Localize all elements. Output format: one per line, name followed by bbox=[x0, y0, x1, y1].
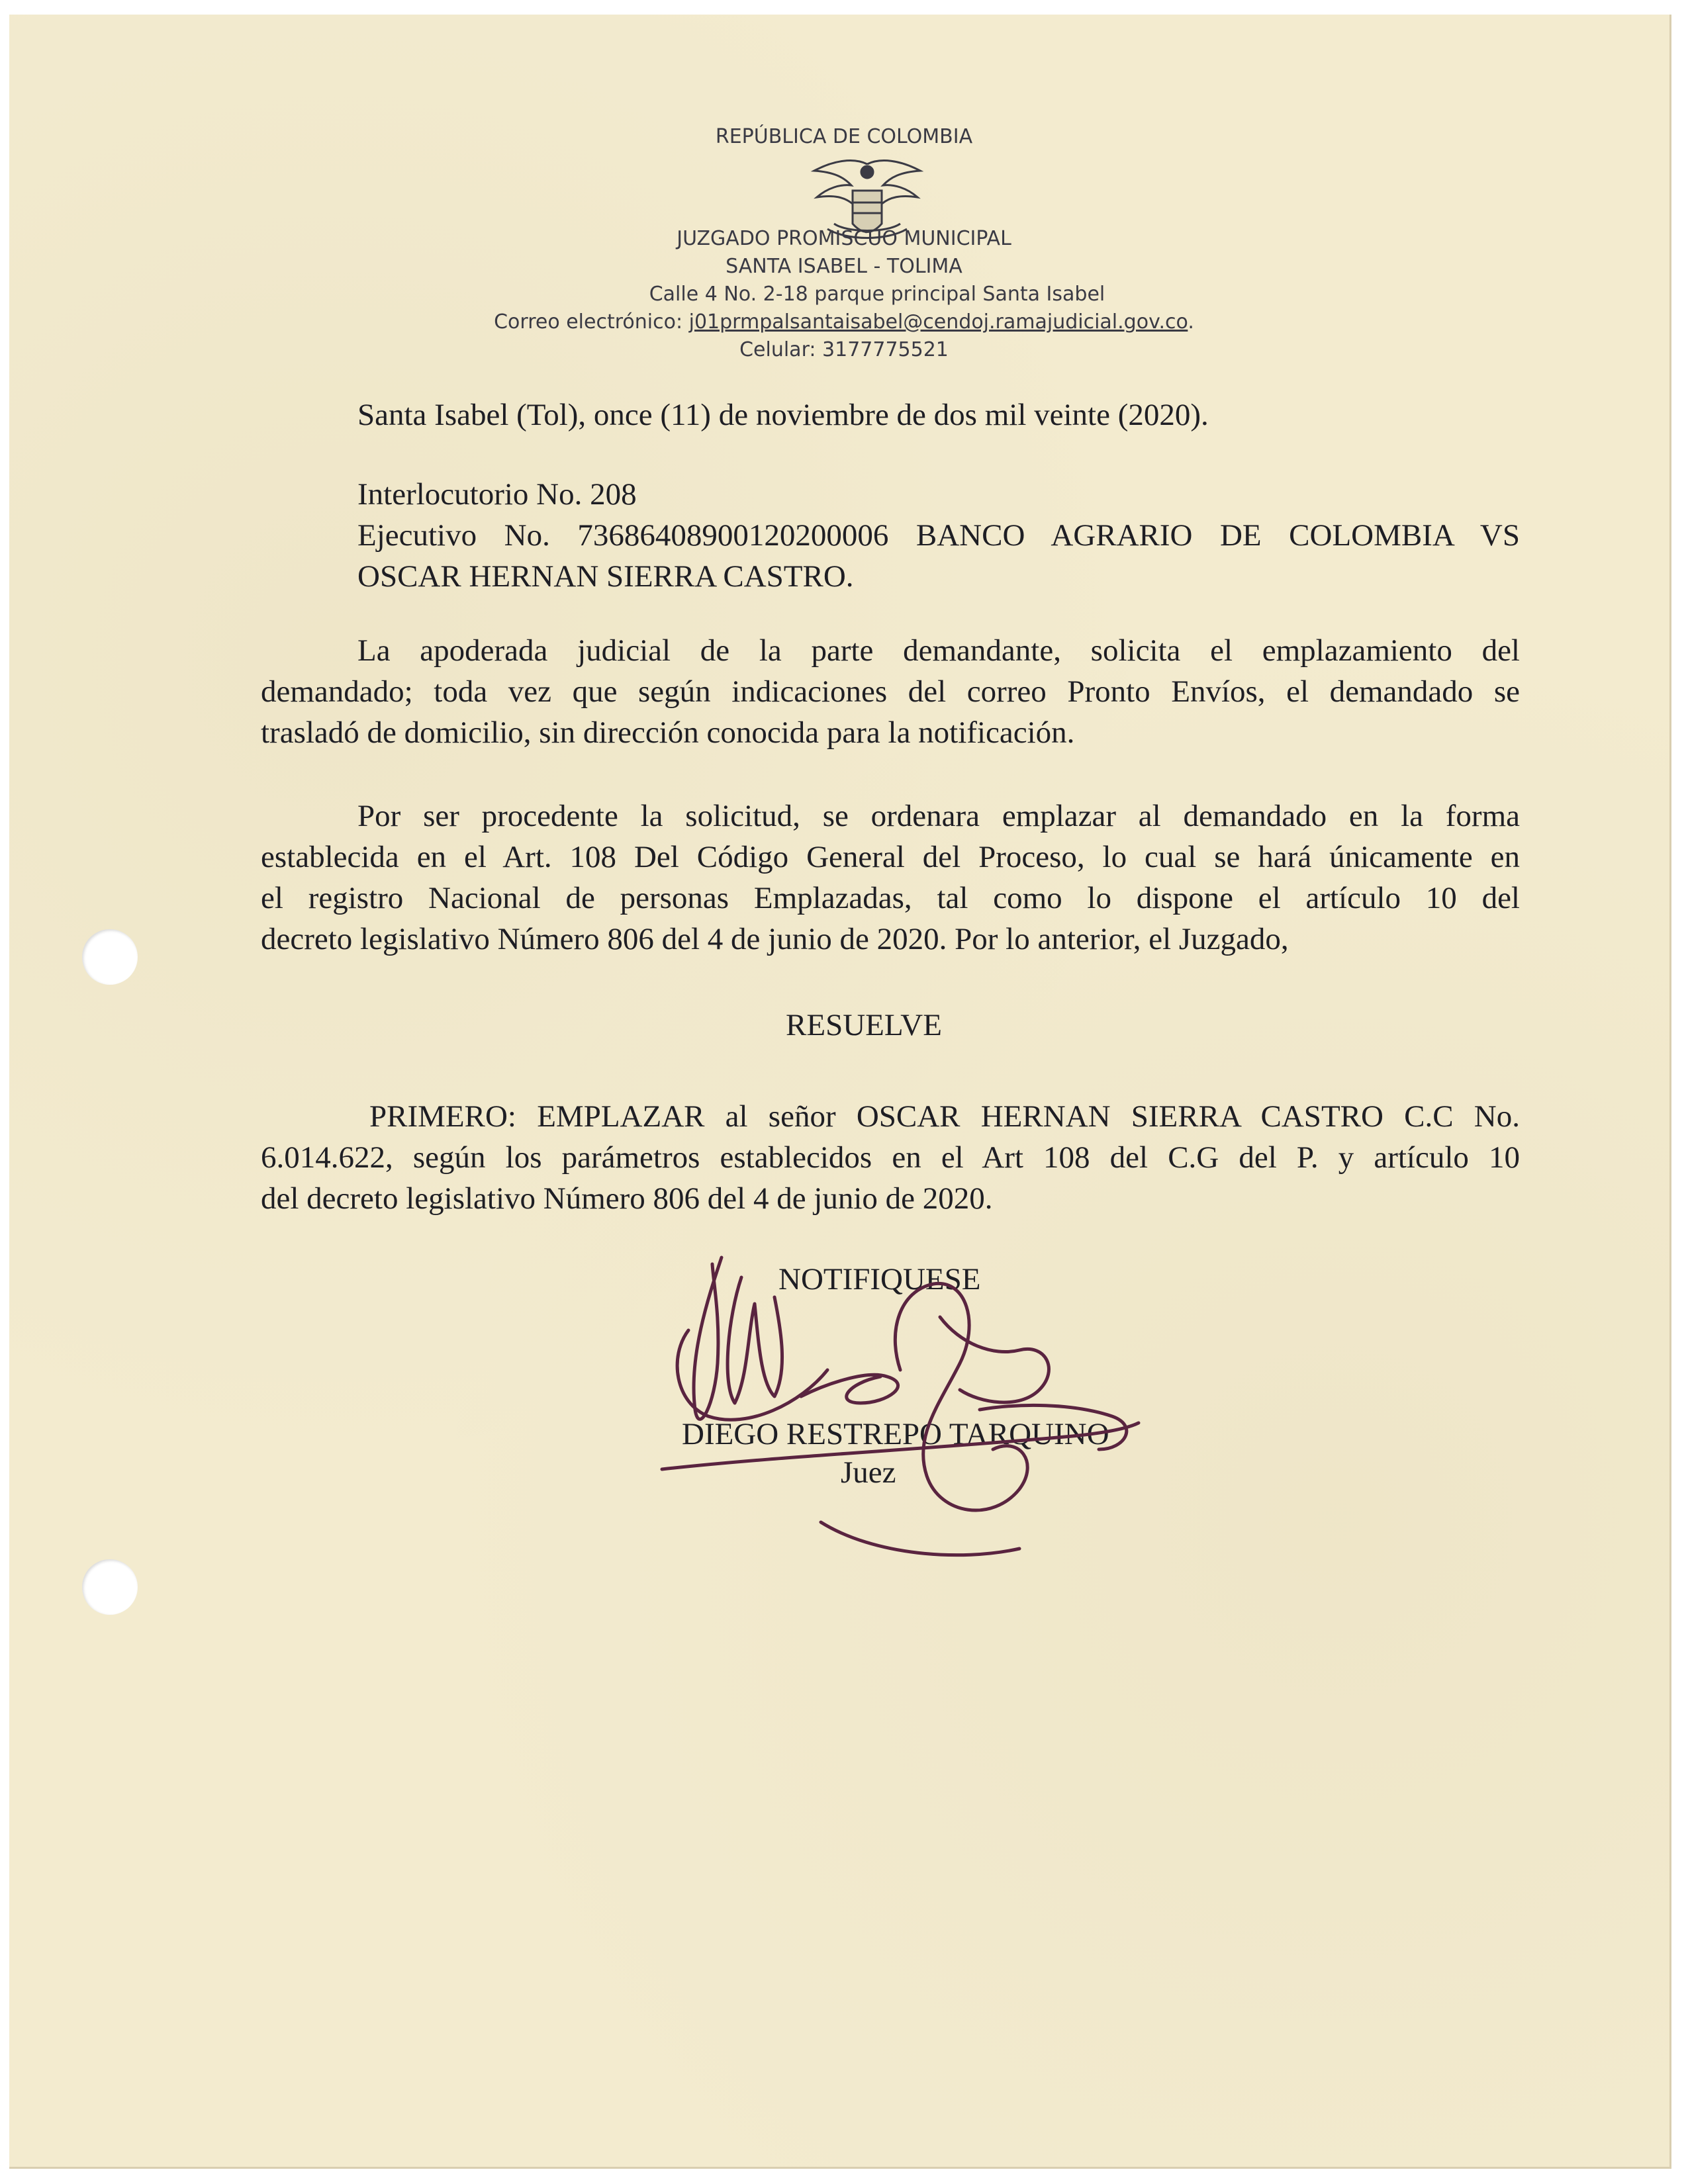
paragraph-line: establecida en el Art. 108 Del Código General del Proceso, lo cual se hará únicamente en bbox=[261, 840, 1520, 874]
paragraph-line: trasladó de domicilio, sin dirección conocida para la notificación. bbox=[261, 715, 1075, 750]
punch-hole-bottom bbox=[82, 1559, 138, 1615]
email-label: Correo electrónico: bbox=[494, 310, 689, 334]
paragraph-line: La apoderada judicial de la parte demandante, solicita el emplazamiento del bbox=[357, 633, 1520, 668]
header-address: Calle 4 No. 2-18 parque principal Santa Isabel bbox=[649, 283, 1105, 306]
date-line: Santa Isabel (Tol), once (11) de noviembre de dos mil veinte (2020). bbox=[357, 398, 1209, 432]
notifiquese-text: NOTIFIQUESE bbox=[778, 1262, 981, 1297]
signatory-title: Juez bbox=[841, 1455, 896, 1490]
punch-hole-top bbox=[82, 929, 138, 985]
paragraph-1 bbox=[261, 630, 1520, 753]
paragraph-line: decreto legislativo Número 806 del 4 de junio de 2020. Por lo anterior, el Juzgado, bbox=[261, 922, 1289, 956]
handwritten-signature bbox=[649, 1238, 1178, 1582]
paragraph-line: el registro Nacional de personas Emplazadas, tal como lo dispone el artículo 10 del bbox=[261, 881, 1520, 915]
signatory-name: DIEGO RESTREPO TARQUINO bbox=[682, 1417, 1109, 1451]
header-email-line bbox=[0, 308, 1688, 336]
ejecutivo-line: Ejecutivo No. 73686408900120200006 BANCO AGRARIO DE COLOMBIA VS bbox=[357, 518, 1520, 553]
paragraph-line: del decreto legislativo Número 806 del 4 de junio de 2020. bbox=[261, 1181, 993, 1216]
ejecutivo-line: OSCAR HERNAN SIERRA CASTRO. bbox=[357, 559, 854, 594]
paragraph-line: Por ser procedente la solicitud, se ordenara emplazar al demandado en la forma bbox=[357, 799, 1520, 833]
ejecutivo-block bbox=[357, 515, 1520, 597]
paragraph-line: PRIMERO: EMPLAZAR al señor OSCAR HERNAN SIERRA CASTRO C.C No. bbox=[369, 1099, 1520, 1134]
paragraph-line: 6.014.622, según los parámetros establecidos en el Art 108 del C.G del P. y artículo 10 bbox=[261, 1140, 1520, 1175]
paragraph-2 bbox=[261, 796, 1520, 960]
email-suffix: . bbox=[1188, 310, 1194, 334]
header-country: REPÚBLICA DE COLOMBIA bbox=[715, 125, 973, 148]
interlocutorio-line: Interlocutorio No. 208 bbox=[357, 477, 637, 512]
resuelve-heading: RESUELVE bbox=[786, 1008, 942, 1042]
header-court: JUZGADO PROMISCUO MUNICIPAL bbox=[677, 227, 1011, 250]
primero-paragraph bbox=[261, 1096, 1520, 1219]
header-location: SANTA ISABEL - TOLIMA bbox=[726, 255, 962, 278]
paragraph-line: demandado; toda vez que según indicaciones del correo Pronto Envíos, el demandado se bbox=[261, 674, 1520, 709]
email-link[interactable]: j01prmpalsantaisabel@cendoj.ramajudicial.gov.co bbox=[688, 310, 1188, 334]
header-phone: Celular: 3177775521 bbox=[739, 338, 949, 361]
